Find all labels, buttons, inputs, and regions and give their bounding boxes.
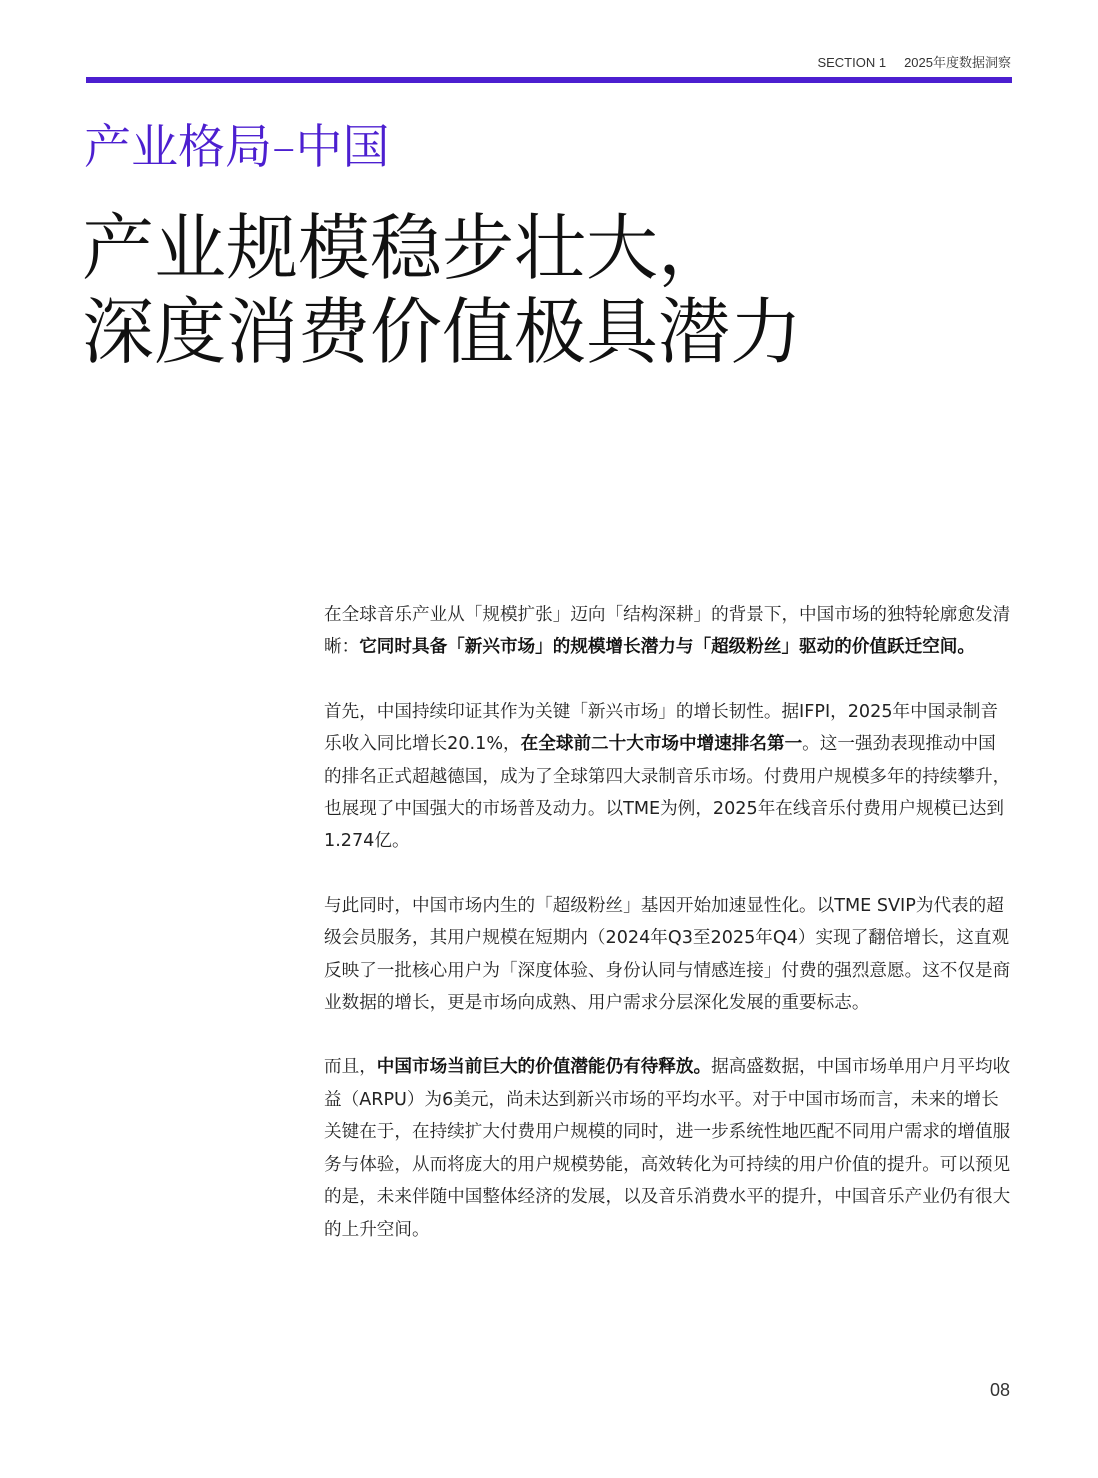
- paragraph-2: [324, 696, 1012, 858]
- paragraph-text: 与此同时，中国市场内生的「超级粉丝」基因开始加速显性化。以TME SVIP为代表的超级会员服务，其用户规模在短期内（2024年Q3至2025年Q4）实现了翻倍增长，这直观反映了一批核心用户为「深度体验、身份认同与情感连接」付费的强烈意愿。这不仅是商业数据的增长，更是市场向成熟、用户需求分层深化发展的重要标志。: [324, 895, 1011, 1014]
- paragraph-4: [324, 1051, 1012, 1245]
- running-header: [817, 52, 1011, 71]
- paragraph-text: 。这一强劲表现推动中国的排名正式超越德国，成为了全球第四大录制音乐市场。付费用户规模多年的持续攀升，也展现了中国强大的市场普及动力。以TME为例，2025年在线音乐付费用户规模已达到1.274亿。: [324, 734, 1011, 852]
- page-headline: [82, 206, 802, 374]
- paragraph-emphasis: 它同时具备「新兴市场」的规模增长潜力与「超级粉丝」驱动的价值跃迁空间。: [359, 637, 975, 658]
- paragraph-3: [324, 890, 1012, 1020]
- paragraph-text: 而且，: [324, 1057, 377, 1078]
- body-text: [324, 599, 1012, 1278]
- header-divider: [86, 77, 1012, 83]
- paragraph-text: 首先，中国持续印证其作为关键「新兴市场」的增长韧性。据IFPI，2025年中国录制音乐收入同比增长20.1%，: [324, 701, 999, 755]
- report-title: 2025年度数据洞察: [904, 55, 1011, 70]
- paragraph-text: 在全球音乐产业从「规模扩张」迈向「结构深耕」的背景下，中国市场的独特轮廓愈发清晰：: [324, 605, 1011, 658]
- paragraph-emphasis: 在全球前二十大市场中增速排名第一: [520, 734, 803, 755]
- headline-line-2: 深度消费价值极具潜力: [82, 290, 803, 374]
- page-number: 08: [989, 1380, 1010, 1400]
- paragraph-emphasis: 中国市场当前巨大的价值潜能仍有待释放。: [376, 1057, 712, 1078]
- paragraph-1: [324, 599, 1012, 664]
- section-kicker: 产业格局–中国: [84, 120, 390, 175]
- paragraph-text: 据高盛数据，中国市场单用户月平均收益（ARPU）为6美元，尚未达到新兴市场的平均水平。对于中国市场而言，未来的增长关键在于，在持续扩大付费用户规模的同时，进一步系统性地匹配不同用户需求的增值服务与体验，从而将庞大的用户规模势能，高效转化为可持续的用户价值的提升。可以预见的是，未来伴随中国整体经济的发展，以及音乐消费水平的提升，中国音乐产业仍有很大的上升空间。: [324, 1057, 1011, 1240]
- headline-line-1: 产业规模稳步壮大，: [82, 206, 731, 290]
- section-label: SECTION 1: [817, 55, 887, 70]
